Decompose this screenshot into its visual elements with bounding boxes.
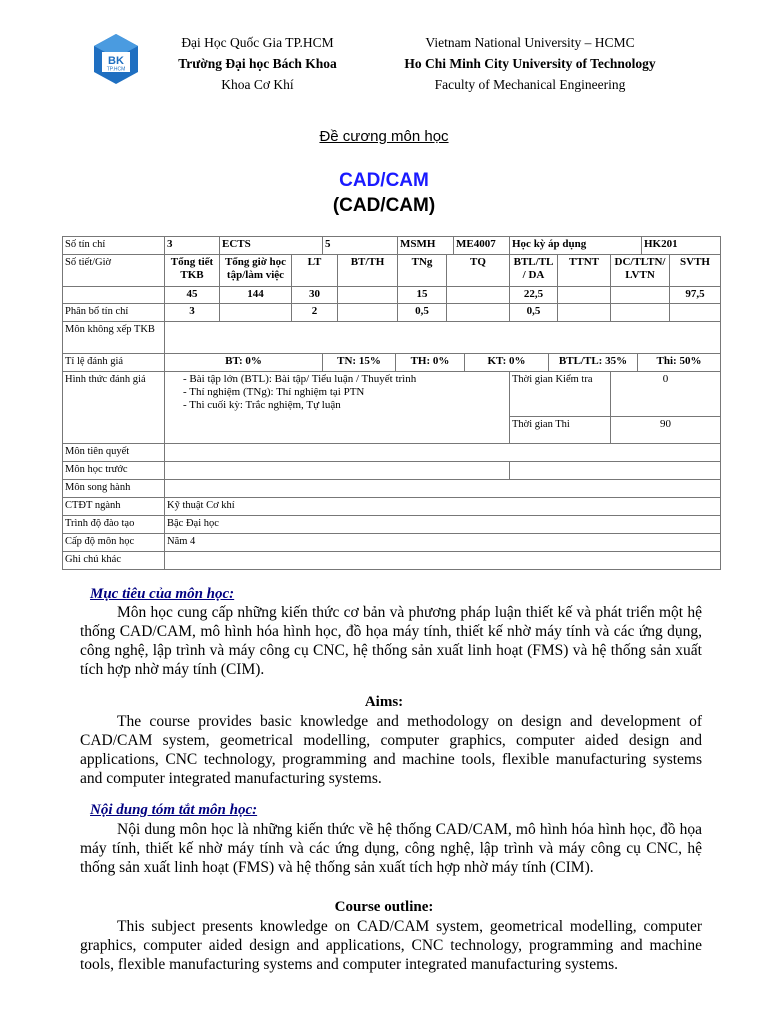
svg-text:TP.HCM: TP.HCM bbox=[106, 66, 126, 73]
table-cell: Môn song hành bbox=[62, 479, 165, 498]
section-text: Môn học cung cấp những kiến thức cơ bản và phương pháp luận thiết kế và phát triển một hệ thống CAD/CAM, mô hình hóa hình học, đồ họa máy tính, thiết kế nhờ máy tính và các ứng dụng, công nghệ, lập trình và máy công cụ CNC, hệ thống sản xuất linh hoạt (FMS) và hệ thống sản xuất tích hợp nhờ máy tính (CIM). bbox=[80, 604, 702, 678]
header-line: Ho Chi Minh City University of Technology bbox=[404, 56, 656, 71]
header-line: Đại Học Quốc Gia TP.HCM bbox=[181, 35, 334, 50]
section-heading: Nội dung tóm tắt môn học: bbox=[90, 802, 258, 818]
table-cell bbox=[509, 461, 721, 480]
header-line: Vietnam National University – HCMC bbox=[425, 35, 635, 50]
table-cell: TTNT bbox=[557, 254, 611, 287]
university-logo bbox=[88, 32, 144, 88]
doc-subtitle: Đề cương môn học bbox=[319, 128, 449, 145]
table-cell bbox=[557, 303, 611, 322]
table-cell: CTĐT ngành bbox=[62, 497, 165, 516]
table-cell bbox=[164, 479, 721, 498]
table-cell: 90 bbox=[610, 416, 721, 444]
table-cell: 144 bbox=[219, 286, 292, 304]
svg-text:BK: BK bbox=[108, 55, 124, 67]
table-cell: Hình thức đánh giá bbox=[62, 371, 165, 444]
table-cell bbox=[219, 303, 292, 322]
table-cell: LT bbox=[291, 254, 338, 287]
table-cell: Kỹ thuật Cơ khí bbox=[164, 497, 721, 516]
table-cell bbox=[610, 303, 670, 322]
table-cell: 0,5 bbox=[397, 303, 447, 322]
section-heading: Course outline: bbox=[334, 899, 434, 915]
table-cell: Tỉ lệ đánh giá bbox=[62, 353, 165, 372]
table-cell: Thi: 50% bbox=[637, 353, 721, 372]
table-cell: SVTH bbox=[669, 254, 721, 287]
table-cell bbox=[164, 321, 721, 354]
table-cell: BT: 0% bbox=[164, 353, 323, 372]
header-line: Faculty of Mechanical Engineering bbox=[434, 77, 626, 92]
table-cell: BTL/TL: 35% bbox=[548, 353, 638, 372]
table-cell: HK201 bbox=[641, 236, 721, 255]
table-cell: Năm 4 bbox=[164, 533, 721, 552]
course-title: CAD/CAM bbox=[339, 170, 429, 191]
table-cell bbox=[337, 286, 398, 304]
table-cell bbox=[337, 303, 398, 322]
table-cell: Thời gian Thi bbox=[509, 416, 611, 444]
table-cell: Môn tiên quyết bbox=[62, 443, 165, 462]
table-cell: Trình độ đào tạo bbox=[62, 515, 165, 534]
list-item: - Thí nghiệm (TNg): Thí nghiệm tại PTN bbox=[197, 386, 507, 399]
section-text: Nội dung môn học là những kiến thức về hệ thống CAD/CAM, mô hình hóa hình học, đồ họa máy tính, thiết kế nhờ máy tính và các ứng dụng, công nghệ, lập trình và máy công cụ CNC, hệ thống sản xuất linh hoạt (FMS) và hệ thống sản xuất tích hợp nhờ máy tính (CIM). bbox=[80, 821, 702, 876]
table-cell bbox=[446, 286, 510, 304]
table-cell bbox=[62, 286, 165, 304]
table-cell bbox=[669, 303, 721, 322]
table-cell: 15 bbox=[397, 286, 447, 304]
section-text: The course provides basic knowledge and methodology on design and development of CAD/CAM system, geometrical modelling, computer graphics, computer aided design and applications, CNC technology, programming and machine tools, flexible manufacturing systems and computer integrated manufacturing systems. bbox=[80, 713, 702, 787]
table-cell: Cấp độ môn học bbox=[62, 533, 165, 552]
table-cell: 45 bbox=[164, 286, 220, 304]
table-cell bbox=[557, 286, 611, 304]
table-cell: ECTS bbox=[219, 236, 323, 255]
table-cell: 2 bbox=[291, 303, 338, 322]
table-cell bbox=[164, 461, 510, 480]
header-line: Khoa Cơ Khí bbox=[221, 77, 294, 92]
table-cell: BTL/TL / DA bbox=[509, 254, 558, 287]
header-vn bbox=[150, 32, 365, 95]
table-cell: Thời gian Kiểm tra bbox=[509, 371, 611, 417]
table-cell: Môn học trước bbox=[62, 461, 165, 480]
header-line: Trường Đại học Bách Khoa bbox=[178, 56, 337, 71]
section-heading: Mục tiêu của môn học: bbox=[90, 586, 235, 602]
assessment-list bbox=[179, 373, 507, 412]
table-cell: MSMH bbox=[397, 236, 454, 255]
table-cell: KT: 0% bbox=[464, 353, 549, 372]
table-cell: Bậc Đại học bbox=[164, 515, 721, 534]
table-cell: BT/TH bbox=[337, 254, 398, 287]
table-cell: DC/TLTN/ LVTN bbox=[610, 254, 670, 287]
table-cell: TNg bbox=[397, 254, 447, 287]
table-cell: Tổng giờ học tập/làm việc bbox=[219, 254, 292, 287]
table-cell: 30 bbox=[291, 286, 338, 304]
table-cell: TN: 15% bbox=[322, 353, 396, 372]
table-cell: Số tiết/Giờ bbox=[62, 254, 165, 287]
course-title-en: (CAD/CAM) bbox=[332, 195, 436, 216]
table-cell: TQ bbox=[446, 254, 510, 287]
header-en bbox=[370, 32, 690, 95]
table-cell: 0,5 bbox=[509, 303, 558, 322]
table-cell bbox=[164, 443, 721, 462]
table-cell bbox=[164, 371, 510, 444]
table-cell bbox=[164, 551, 721, 570]
table-cell: Số tín chỉ bbox=[62, 236, 165, 255]
table-cell: Ghi chú khác bbox=[62, 551, 165, 570]
table-cell: 3 bbox=[164, 303, 220, 322]
section-heading: Aims: bbox=[364, 694, 404, 710]
table-cell: 97,5 bbox=[669, 286, 721, 304]
table-cell: 5 bbox=[322, 236, 398, 255]
table-cell: Học kỳ áp dụng bbox=[509, 236, 642, 255]
table-cell: 22,5 bbox=[509, 286, 558, 304]
table-cell bbox=[610, 286, 670, 304]
table-cell: TH: 0% bbox=[395, 353, 465, 372]
table-cell: Phân bổ tín chỉ bbox=[62, 303, 165, 322]
list-item: - Thi cuối kỳ: Trắc nghiệm, Tự luận bbox=[197, 399, 507, 412]
table-cell: 0 bbox=[610, 371, 721, 417]
table-cell: 3 bbox=[164, 236, 220, 255]
table-cell: ME4007 bbox=[453, 236, 510, 255]
list-item: - Bài tập lớn (BTL): Bài tập/ Tiểu luận / Thuyết trình bbox=[197, 373, 507, 386]
table-cell: Tổng tiết TKB bbox=[164, 254, 220, 287]
section-text: This subject presents knowledge on CAD/CAM system, geometrical modelling, computer graphics, computer aided design and applications, CNC technology, programming and machine tools, flexible manufacturing systems and computer integrated manufacturing systems. bbox=[80, 918, 702, 973]
table-cell: Môn không xếp TKB bbox=[62, 321, 165, 354]
table-cell bbox=[446, 303, 510, 322]
